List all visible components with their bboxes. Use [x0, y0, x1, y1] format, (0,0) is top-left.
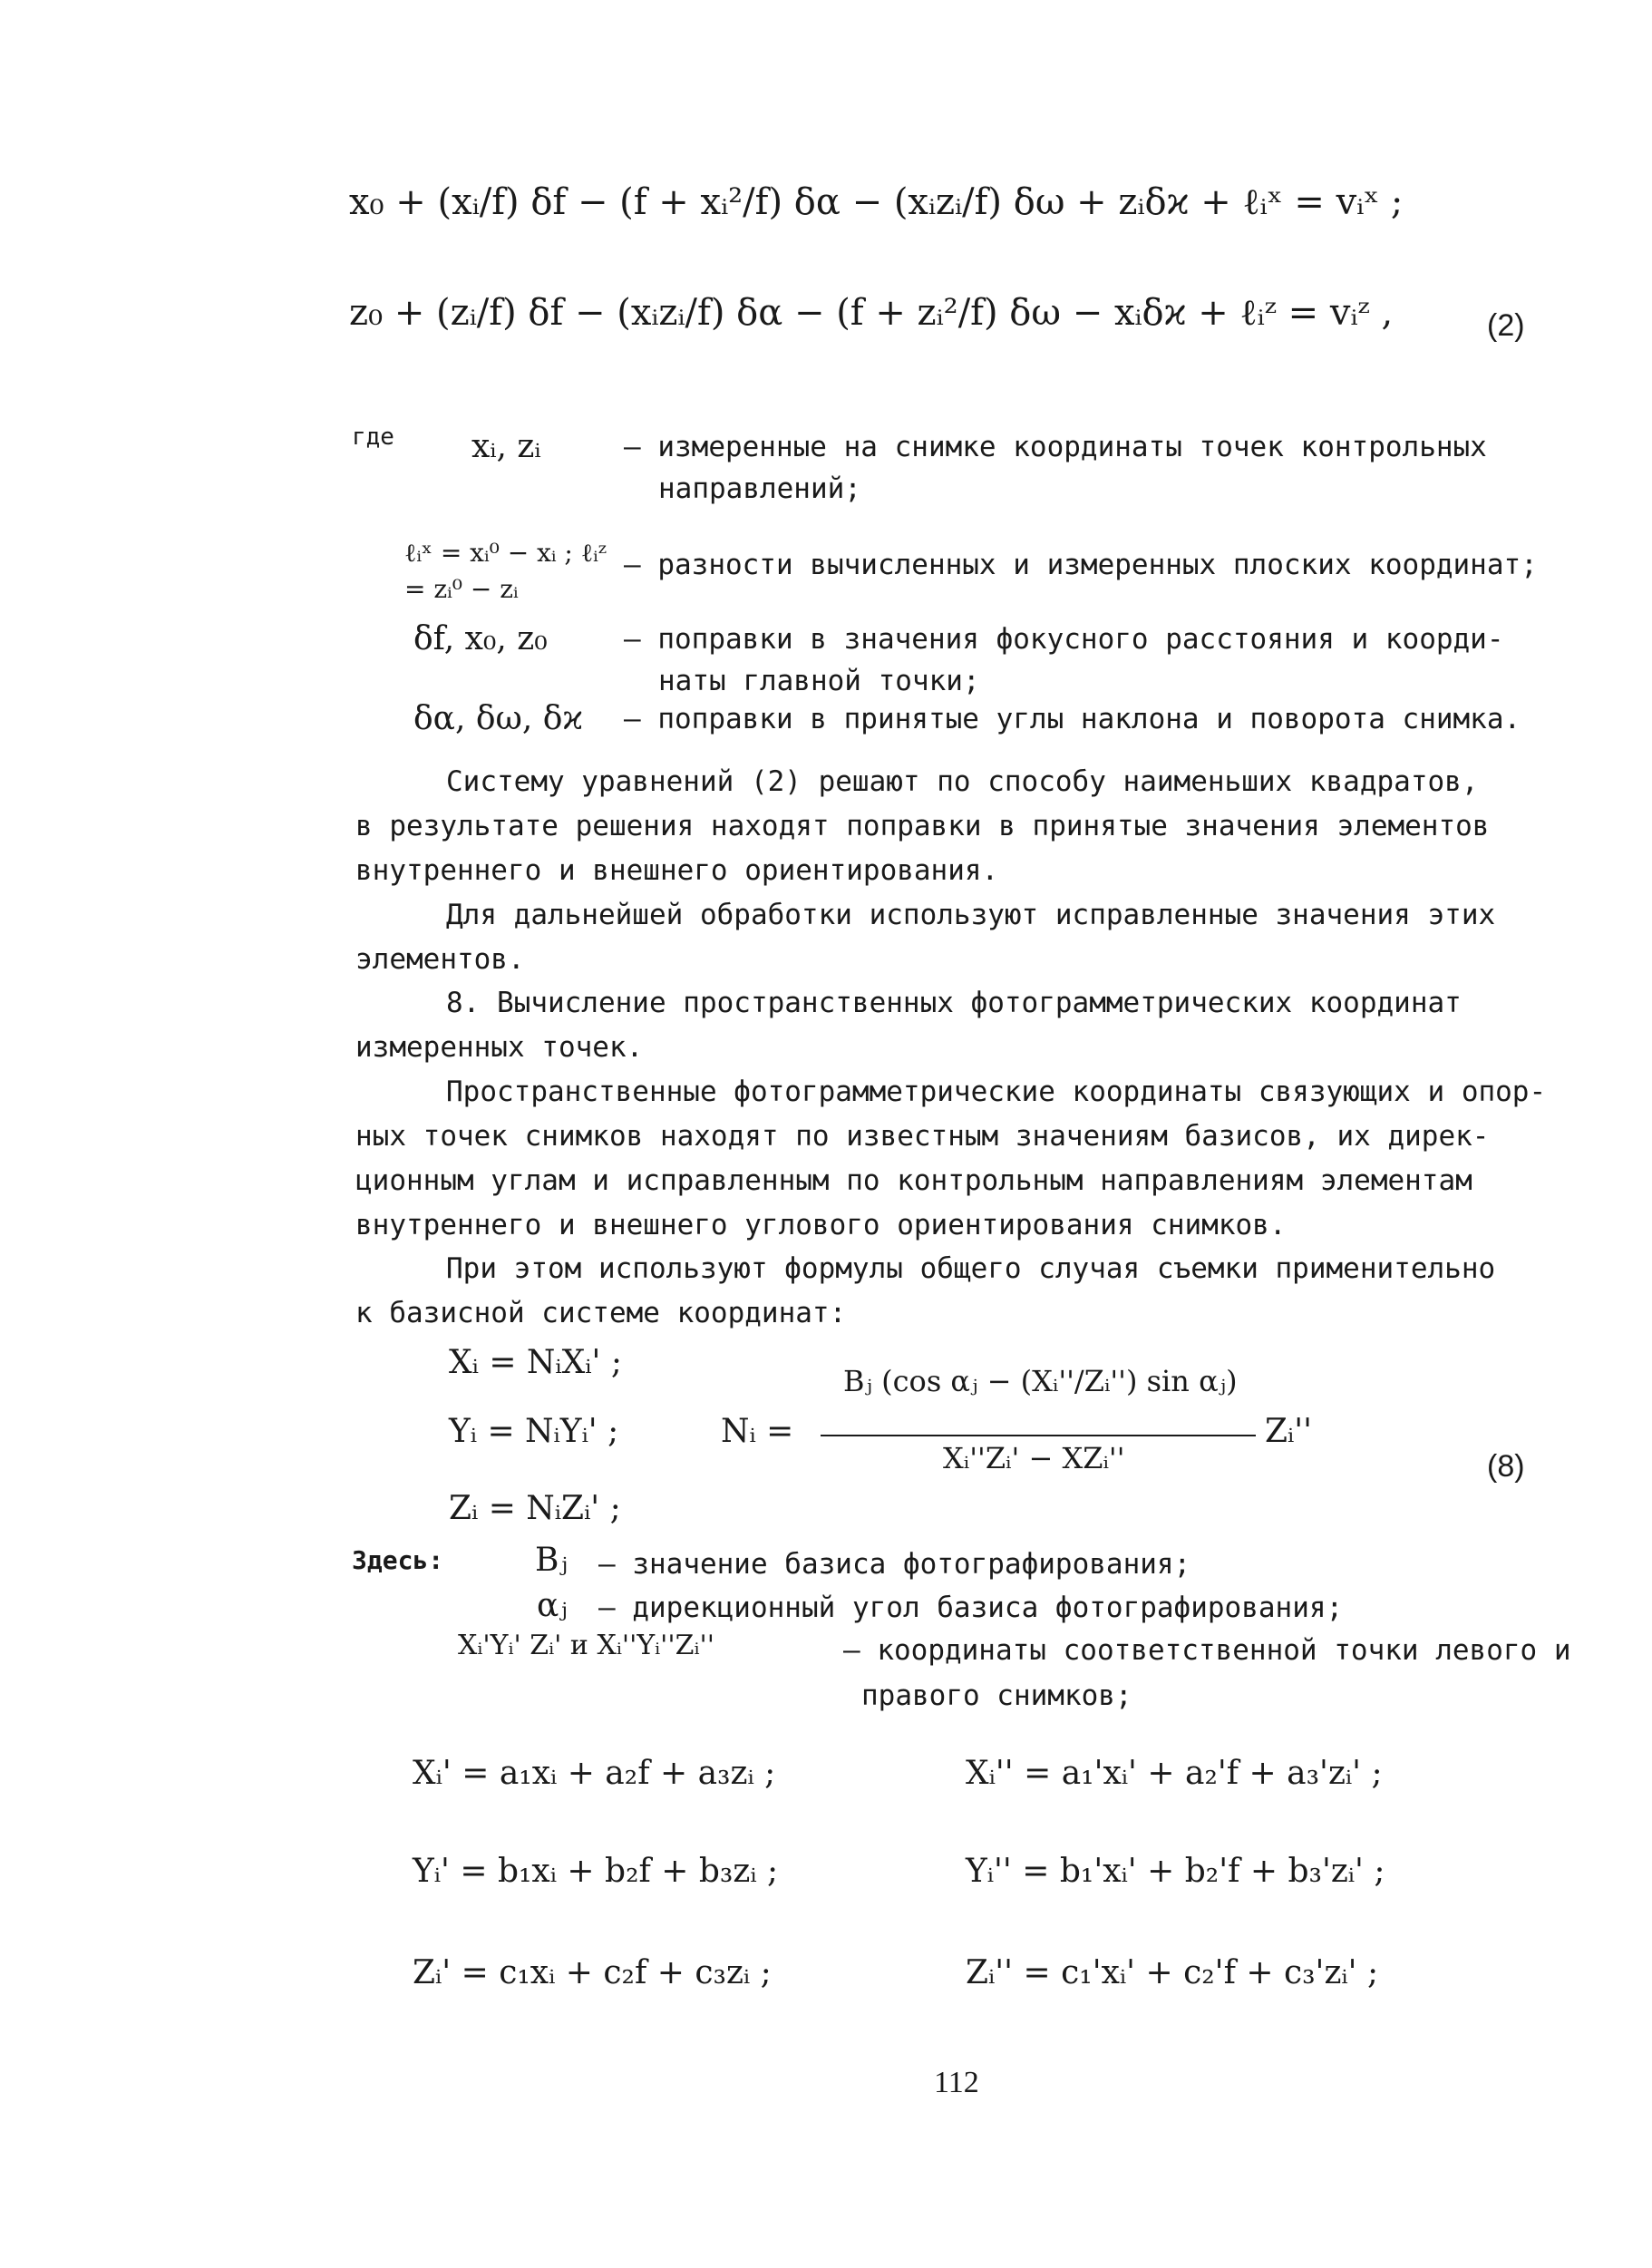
text-line: в результате решения находят поправки в принятые значения элементов [355, 810, 1490, 842]
text-line: Для дальнейшей обработки используют исправленные значения этих [446, 899, 1496, 931]
text-line: При этом используют формулы общего случая съемки применительно [446, 1252, 1496, 1285]
equation-N-denominator: Xᵢ''Zᵢ' − XZᵢ'' [943, 1441, 1125, 1475]
equation-Yi-right: Yᵢ'' = b₁'xᵢ' + b₂'f + b₃'zᵢ' ; [966, 1853, 1385, 1890]
equation-x: x₀ + (xᵢ/f) δf − (f + xᵢ²/f) δα − (xᵢzᵢ/f) δω + zᵢδϰ + ℓᵢˣ = vᵢˣ ; [349, 181, 1404, 223]
here-label: Здесь: [352, 1545, 444, 1575]
equation-N-lhs: Nᵢ = [721, 1413, 794, 1450]
definition-point-coords: – координаты соответственной точки левого и [843, 1634, 1571, 1667]
text-line: Систему уравнений (2) решают по способу наименьших квадратов, [446, 765, 1479, 798]
text-line: измеренных точек. [355, 1031, 644, 1064]
definition-text-cont: наты главной точки; [658, 665, 980, 697]
definition-point-coords-cont: правого снимков; [861, 1679, 1132, 1712]
text-line: ционным углам и исправленным по контрольным направлениям элементам [355, 1164, 1472, 1197]
definition-basis-value: – значение базиса фотографирования; [598, 1548, 1191, 1581]
equation-Xi: Xᵢ = NᵢXᵢ' ; [449, 1344, 623, 1381]
equation-Zi-left: Zᵢ' = c₁xᵢ + c₂f + c₃zᵢ ; [413, 1954, 772, 1991]
symbol-xi-zi: xᵢ, zᵢ [471, 428, 541, 465]
text-line: внутреннего и внешнего ориентирования. [355, 854, 999, 887]
section-heading-8 [355, 981, 1570, 1070]
definition-text: – измеренные на снимке координаты точек контрольных [624, 431, 1487, 463]
text-line: к базисной системе координат: [355, 1297, 847, 1329]
equation-Zi-right: Zᵢ'' = c₁'xᵢ' + c₂'f + c₃'zᵢ' ; [966, 1954, 1379, 1991]
text-line: Пространственные фотограмметрические координаты связующих и опор- [446, 1076, 1547, 1108]
definition-text-cont: направлений; [658, 472, 861, 505]
text-line: ных точек снимков находят по известным значениям базисов, их дирек- [355, 1120, 1490, 1153]
definition-direction-angle: – дирекционный угол базиса фотографирования; [598, 1591, 1344, 1624]
definition-measured-coords [624, 426, 1487, 510]
symbol-Bj: Bⱼ [535, 1542, 568, 1579]
equation-N-multiplier: Zᵢ'' [1265, 1413, 1313, 1450]
symbol-angle-corrections: δα, δω, δϰ [413, 700, 583, 737]
fraction-bar [821, 1435, 1256, 1436]
equation-Xi-left: Xᵢ' = a₁xᵢ + a₂f + a₃zᵢ ; [413, 1755, 776, 1792]
text-line: внутреннего и внешнего углового ориентирования снимков. [355, 1209, 1287, 1241]
where-label: где [352, 423, 394, 451]
equation-number-2: (2) [1487, 308, 1525, 343]
symbol-point-coords: Xᵢ'Yᵢ' Zᵢ' и Xᵢ''Yᵢ''Zᵢ'' [458, 1630, 715, 1661]
definition-text: – поправки в принятые углы наклона и поворота снимка. [624, 703, 1521, 735]
paragraph-formulas-intro [355, 1247, 1570, 1336]
definition-focal-corrections [624, 618, 1504, 702]
definition-text: – разности вычисленных и измеренных плоских координат; [624, 549, 1538, 581]
symbol-focal-corrections: δf, x₀, z₀ [413, 620, 548, 657]
equation-z: z₀ + (zᵢ/f) δf − (xᵢzᵢ/f) δα − (f + zᵢ²/f) δω − xᵢδϰ + ℓᵢᶻ = vᵢᶻ , [349, 292, 1394, 334]
equation-Zi: Zᵢ = NᵢZᵢ' ; [449, 1490, 621, 1527]
page-number: 112 [934, 2066, 979, 2099]
equation-Yi-left: Yᵢ' = b₁xᵢ + b₂f + b₃zᵢ ; [413, 1853, 779, 1890]
text-line: элементов. [355, 943, 525, 976]
paragraph-further-processing [355, 893, 1570, 982]
text-line: 8. Вычисление пространственных фотограмметрических координат [446, 987, 1462, 1019]
definition-differences [624, 544, 1538, 586]
equation-Xi-right: Xᵢ'' = a₁'xᵢ' + a₂'f + a₃'zᵢ' ; [966, 1755, 1383, 1792]
paragraph-least-squares [355, 760, 1570, 893]
symbol-differences: ℓᵢˣ = xᵢ⁰ − xᵢ ; ℓᵢᶻ = zᵢ⁰ − zᵢ [404, 538, 607, 604]
definition-text: – поправки в значения фокусного расстояния и коорди- [624, 623, 1504, 656]
equation-N-numerator: Bⱼ (cos αⱼ − (Xᵢ''/Zᵢ'') sin αⱼ) [843, 1364, 1238, 1398]
equation-number-8: (8) [1487, 1449, 1525, 1484]
paragraph-spatial-coords [355, 1070, 1570, 1248]
equation-Yi: Yᵢ = NᵢYᵢ' ; [449, 1413, 619, 1450]
definition-angle-corrections [624, 698, 1521, 740]
symbol-alpha-j: αⱼ [537, 1587, 568, 1624]
